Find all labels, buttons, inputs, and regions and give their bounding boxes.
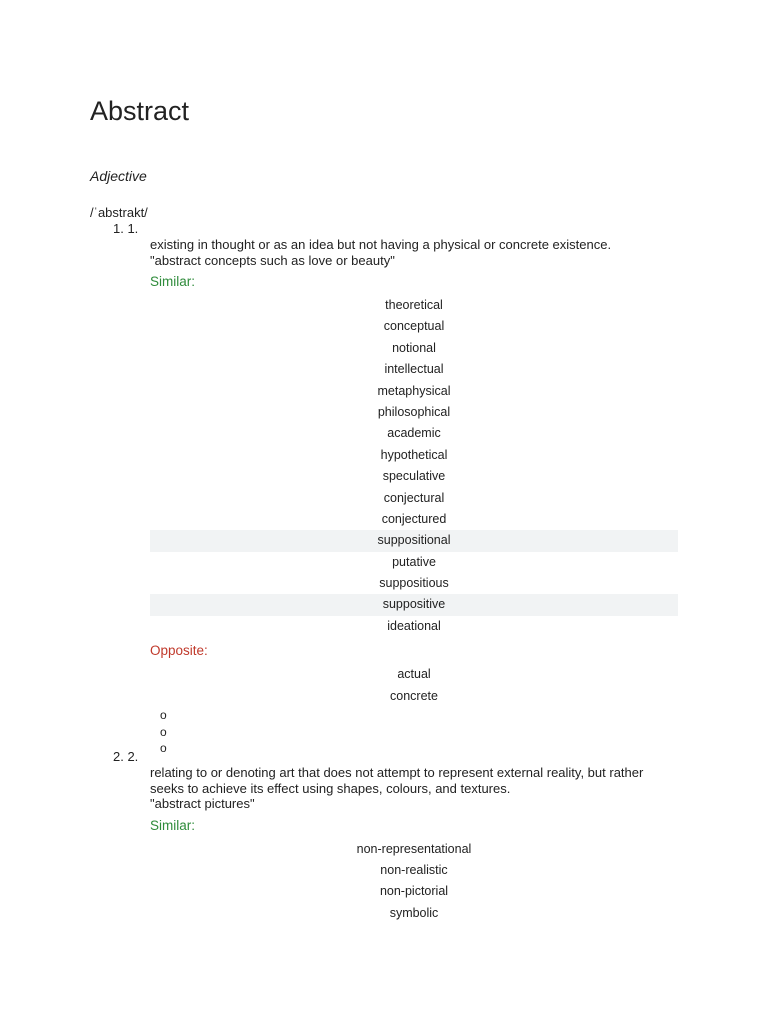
word-title: Abstract [90, 96, 190, 126]
part-of-speech: Adjective [90, 168, 147, 184]
similar-label: Similar: [150, 817, 196, 833]
similar-word[interactable]: ideational [387, 618, 441, 633]
similar-word[interactable]: academic [387, 426, 441, 441]
similar-word[interactable]: conjectural [383, 490, 445, 505]
phonetic: /ˈabstrakt/ [90, 205, 148, 220]
similar-word[interactable]: suppositional [150, 530, 678, 551]
similar-word[interactable]: conceptual [383, 319, 445, 334]
similar-word[interactable]: non-pictorial [379, 884, 449, 899]
similar-word[interactable]: conjectured [381, 511, 447, 526]
similar-word[interactable]: non-representational [356, 841, 472, 856]
example: "abstract pictures" [150, 796, 255, 811]
similar-word[interactable]: putative [392, 554, 436, 569]
example: "abstract concepts such as love or beauty" [150, 252, 395, 268]
similar-word[interactable]: symbolic [389, 905, 439, 920]
similar-list [150, 295, 678, 637]
opposite-label: Opposite: [150, 643, 208, 659]
similar-word[interactable]: suppositive [150, 594, 678, 615]
sense-number: 2. 2. [113, 749, 139, 764]
bullet-list [160, 707, 678, 757]
similar-word[interactable]: hypothetical [380, 447, 448, 462]
bullet-marker: o [160, 708, 167, 723]
similar-label: Similar: [150, 274, 196, 289]
similar-word[interactable]: suppositious [379, 576, 449, 591]
similar-word[interactable]: intellectual [384, 362, 444, 377]
similar-word[interactable]: philosophical [377, 404, 451, 419]
opposite-list [150, 664, 678, 707]
similar-word[interactable]: non-realistic [380, 862, 448, 877]
definition: existing in thought or as an idea but not having a physical or concrete existence. [150, 237, 612, 252]
sense-number: 1. 1. [113, 221, 139, 236]
similar-word[interactable]: theoretical [385, 298, 443, 312]
opposite-word[interactable]: concrete [390, 688, 438, 703]
opposite-word[interactable]: actual [397, 667, 431, 682]
similar-word[interactable]: notional [392, 340, 436, 355]
bullet-marker: o [160, 724, 167, 739]
bullet-marker: o [160, 741, 167, 756]
definition: relating to or denoting art that does not attempt to represent external reality, but rather seeks to achieve its effect using shapes, colours, and textures. [150, 765, 644, 796]
similar-word[interactable]: speculative [382, 469, 446, 484]
similar-word[interactable]: metaphysical [377, 383, 451, 398]
similar-list [150, 839, 678, 925]
